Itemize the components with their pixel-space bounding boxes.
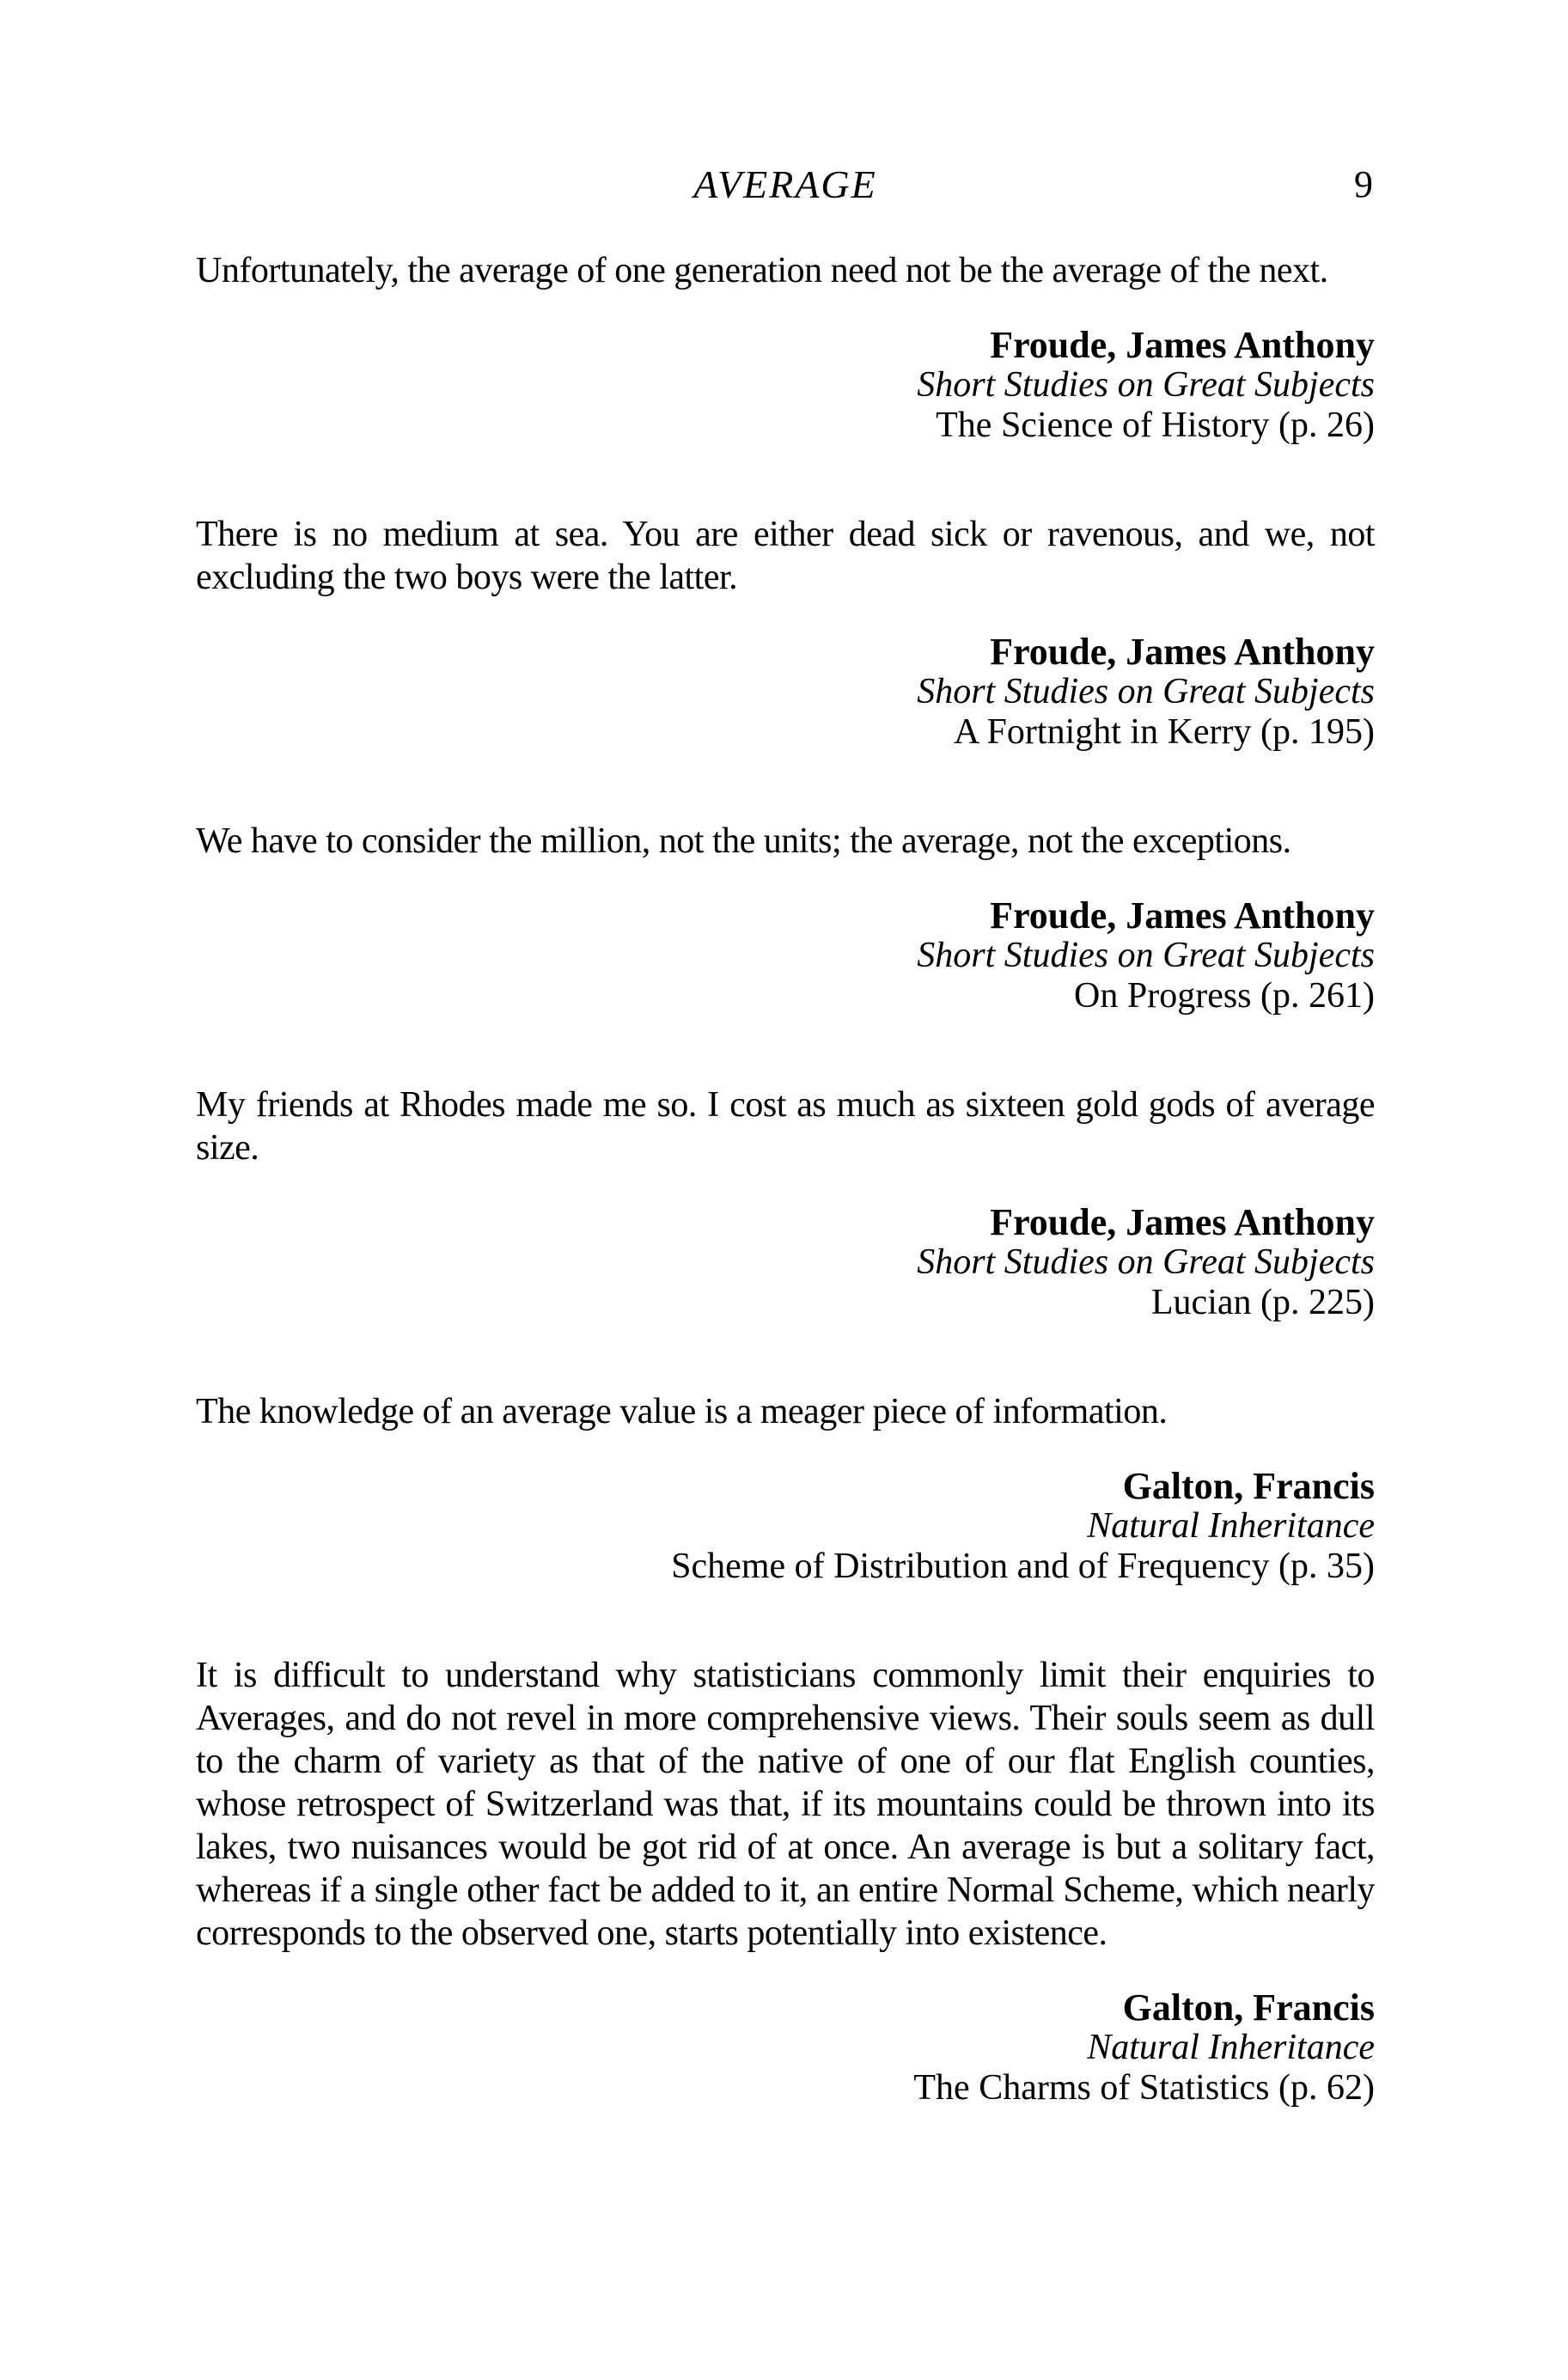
quote-author: Froude, James Anthony (990, 631, 1375, 673)
quote-author: Froude, James Anthony (990, 324, 1375, 366)
quote-block (196, 249, 1375, 446)
quote-reference: Scheme of Distribution and of Frequency (p. 35) (671, 1547, 1375, 1586)
quote-author: Galton, Francis (1122, 1986, 1375, 2029)
quote-attribution (196, 325, 1375, 446)
page-title: AVERAGE (693, 162, 877, 206)
quote-text: The knowledge of an average value is a meager piece of information. (196, 1392, 1168, 1431)
quote-source-title: Natural Inheritance (1087, 2028, 1375, 2067)
quote-author: Galton, Francis (1122, 1465, 1375, 1507)
quote-attribution (196, 1987, 1375, 2108)
quote-reference: Lucian (p. 225) (1150, 1283, 1375, 1322)
quote-source-title: Short Studies on Great Subjects (917, 365, 1375, 405)
quote-block (196, 1390, 1375, 1587)
quote-author: Froude, James Anthony (990, 894, 1375, 937)
quote-author: Froude, James Anthony (990, 1201, 1375, 1243)
quote-attribution (196, 632, 1375, 753)
quote-attribution (196, 1202, 1375, 1323)
page-number: 9 (1354, 163, 1373, 205)
quote-block (196, 1083, 1375, 1323)
quote-reference: On Progress (p. 261) (1074, 976, 1375, 1016)
quote-block (196, 513, 1375, 753)
quote-reference: The Science of History (p. 26) (936, 406, 1375, 445)
quote-source-title: Short Studies on Great Subjects (917, 672, 1375, 711)
quote-block (196, 820, 1375, 1016)
quote-text: My friends at Rhodes made me so. I cost as much as sixteen gold gods of average size. (196, 1085, 1375, 1168)
quote-source-title: Short Studies on Great Subjects (917, 936, 1375, 975)
quote-reference: A Fortnight in Kerry (p. 195) (954, 712, 1375, 752)
quote-source-title: Natural Inheritance (1087, 1506, 1375, 1546)
quote-reference: The Charms of Statistics (p. 62) (913, 2068, 1375, 2108)
quote-text: It is difficult to understand why statisticians commonly limit their enquiries to Averages, and do not revel in more comprehensive views. Their souls seem as dull to the charm of variety as that of the native of one of our flat English counties, whose retrospect of Switzerland was that, if its mountains could be thrown into its lakes, two nuisances would be got rid of at once. An average is but a solitary fact, whereas if a single other fact be added to it, an entire Normal Scheme, which nearly corresponds to the observed one, starts potentially into existence. (196, 1656, 1375, 1953)
quote-source-title: Short Studies on Great Subjects (917, 1242, 1375, 1282)
quote-text: We have to consider the million, not the units; the average, not the exceptions. (196, 821, 1291, 861)
quote-attribution (196, 895, 1375, 1016)
quote-block (196, 1654, 1375, 2108)
running-header (196, 163, 1375, 206)
quote-text: There is no medium at sea. You are either dead sick or ravenous, and we, not excluding the two boys were the latter. (196, 515, 1375, 597)
quote-attribution (196, 1466, 1375, 1587)
quote-text: Unfortunately, the average of one generation need not be the average of the next. (196, 251, 1328, 290)
